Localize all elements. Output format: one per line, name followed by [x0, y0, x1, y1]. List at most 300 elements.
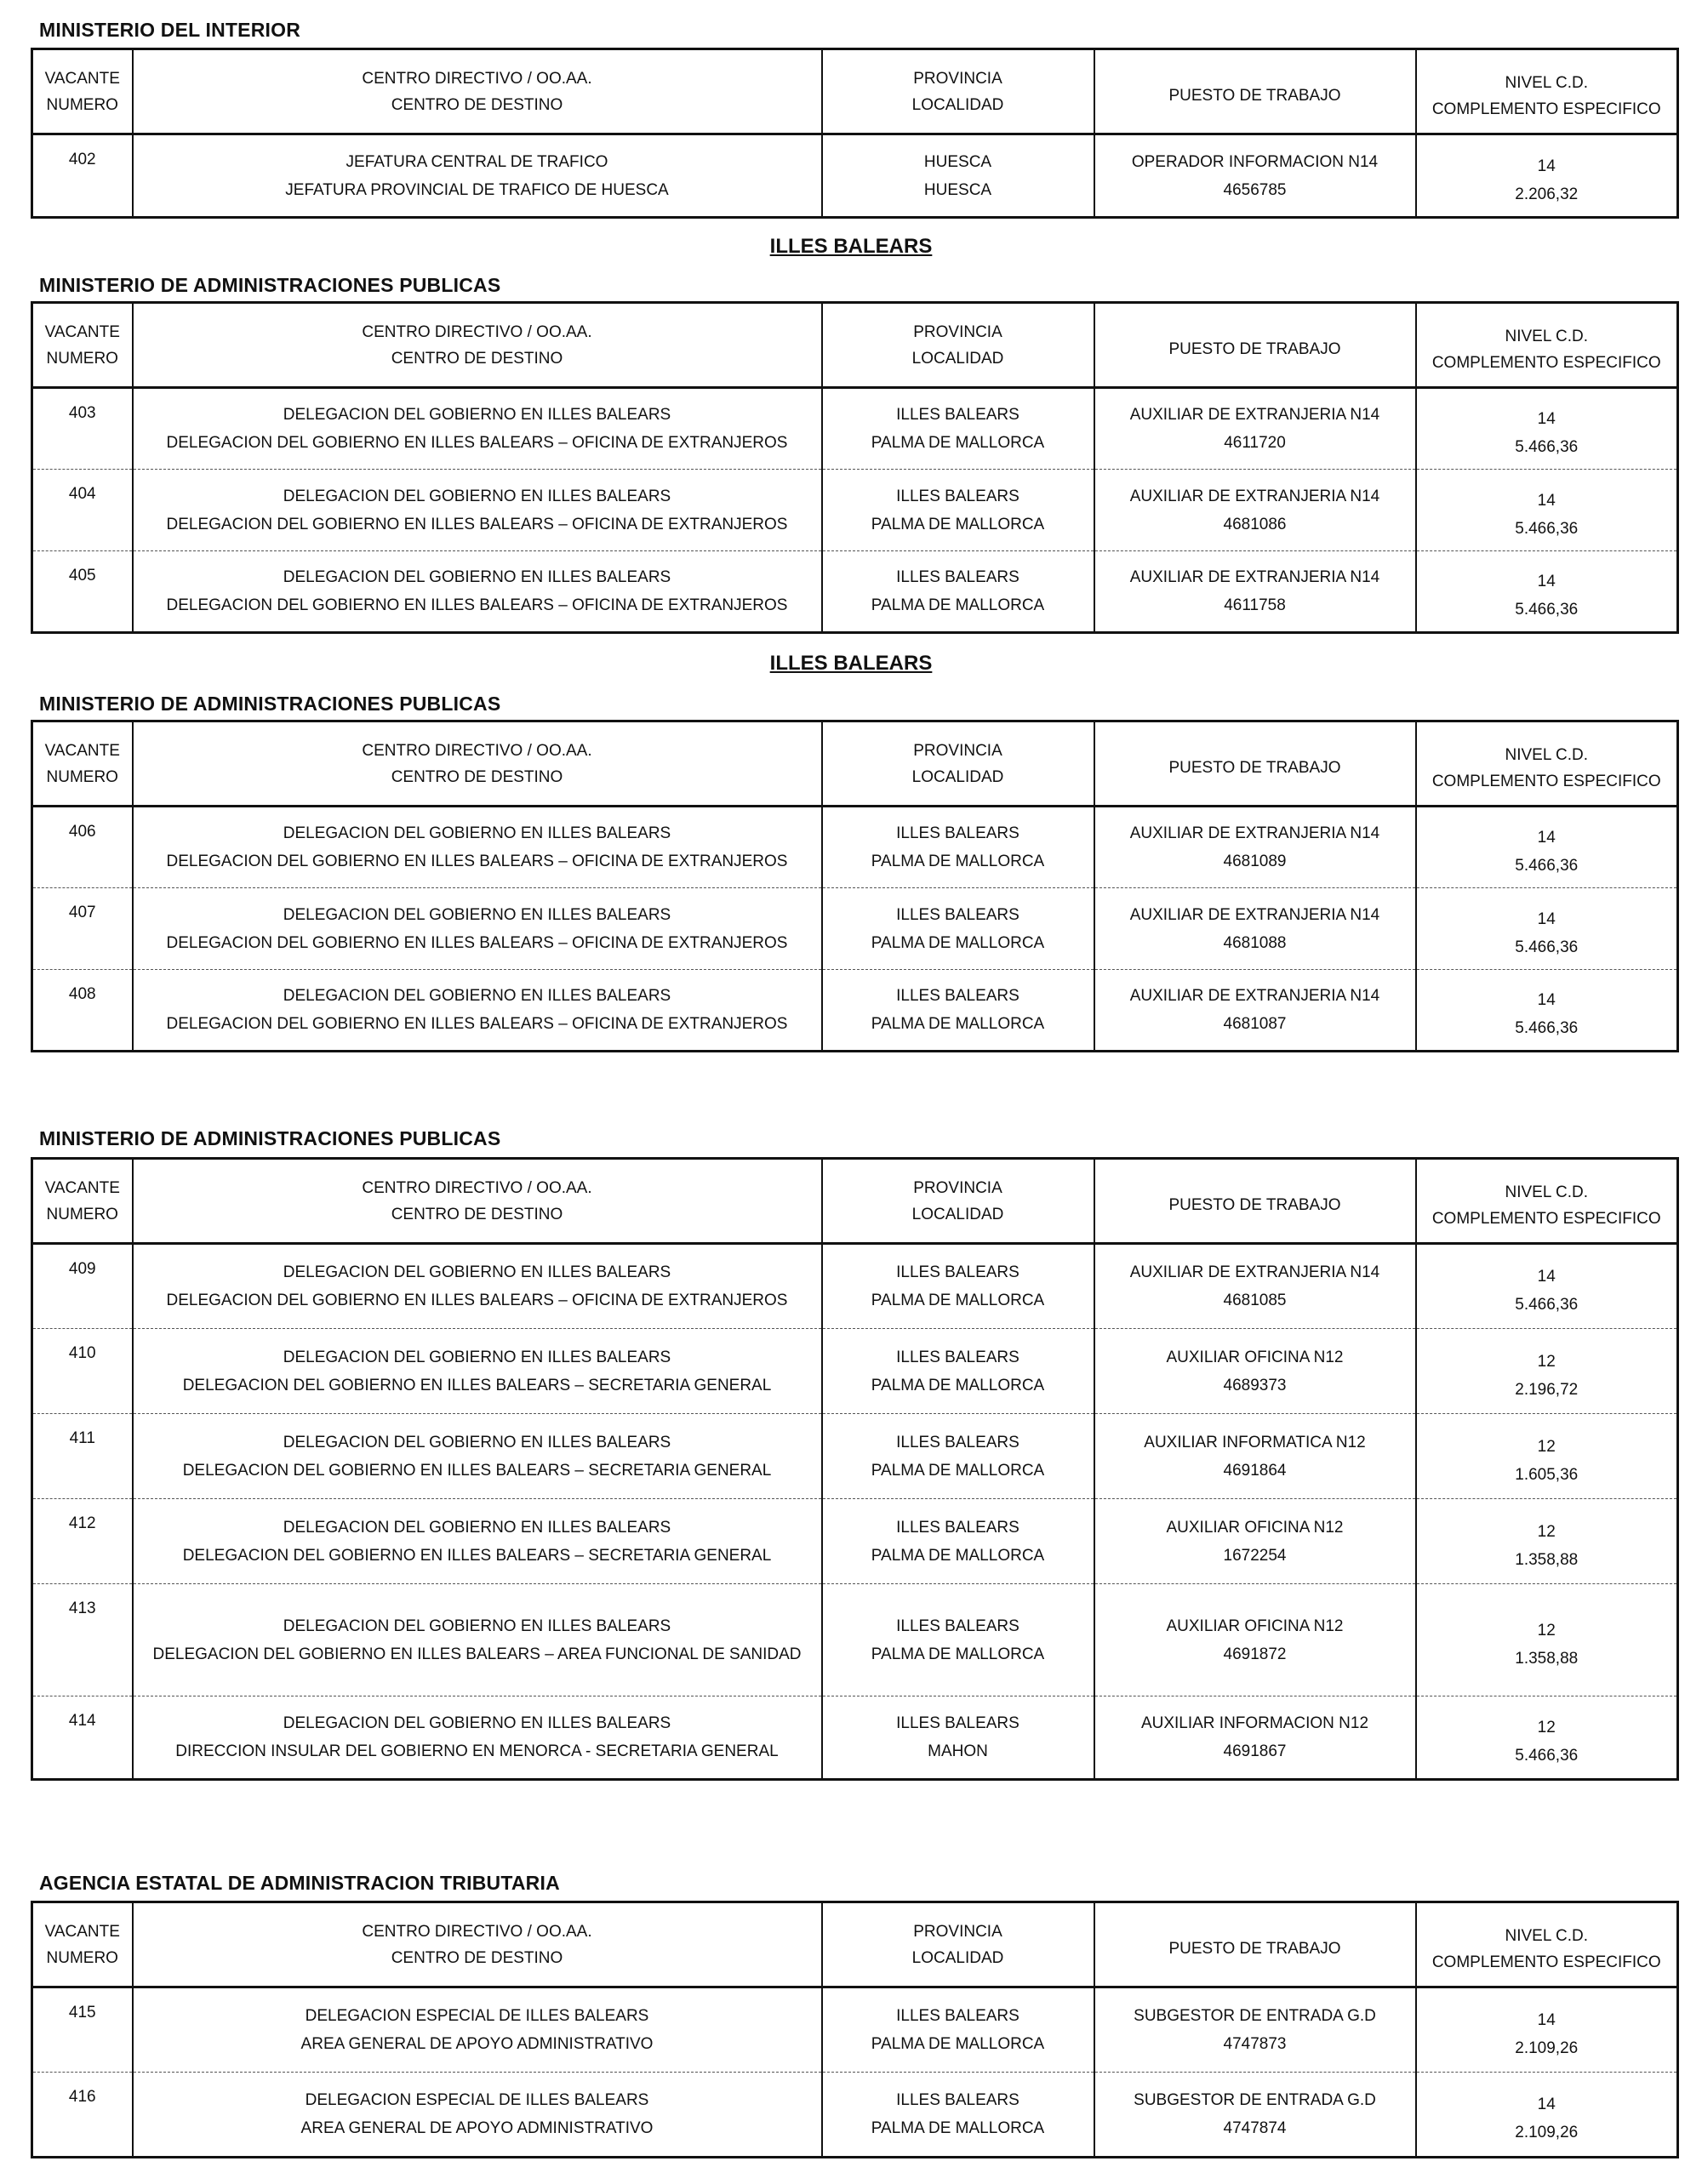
cell-puesto-text	[1095, 401, 1415, 457]
complemento-especifico: 2.109,26	[1515, 2124, 1579, 2141]
nivel-cd: 12	[1537, 1437, 1556, 1456]
cell-vacante-numero	[32, 1584, 133, 1696]
header-label: COMPLEMENTO ESPECIFICO	[1431, 353, 1661, 372]
ministry-title: MINISTERIO DEL INTERIOR	[39, 19, 301, 41]
localidad: PALMA DE MALLORCA	[871, 596, 1045, 614]
cell-nivel	[1416, 1499, 1678, 1584]
header-label: NIVEL C.D.	[1505, 1926, 1588, 1945]
nivel-cd: 14	[1537, 2011, 1556, 2029]
localidad: PALMA DE MALLORCA	[871, 1461, 1045, 1480]
cell-provincia	[822, 888, 1094, 970]
cell-nivel-text	[1417, 1617, 1677, 1673]
puesto-trabajo: SUBGESTOR DE ENTRADA G.D	[1134, 2007, 1376, 2025]
cell-nivel-text	[1417, 1348, 1677, 1404]
header-provincia	[822, 721, 1094, 807]
cell-centro-text	[134, 2002, 821, 2058]
table-row	[32, 2073, 1678, 2158]
puesto-trabajo: AUXILIAR OFICINA N12	[1166, 1348, 1344, 1366]
cell-vacante-numero	[32, 1696, 133, 1780]
header-provincia	[822, 1902, 1094, 1987]
centro-directivo: DELEGACION DEL GOBIERNO EN ILLES BALEARS	[283, 1263, 671, 1281]
cell-provincia-text	[823, 1258, 1094, 1314]
cell-nivel	[1416, 551, 1678, 633]
centro-destino: DELEGACION DEL GOBIERNO EN ILLES BALEARS – OFICINA DE EXTRANJEROS	[166, 596, 788, 614]
cell-centro-text	[134, 1258, 821, 1314]
codigo-puesto: 4611758	[1224, 596, 1286, 614]
header-vacante	[32, 49, 133, 134]
header-label: NIVEL C.D.	[1505, 745, 1588, 764]
provincia: ILLES BALEARS	[896, 1433, 1019, 1451]
cell-centro-text	[134, 982, 821, 1038]
header-label: NUMERO	[46, 767, 118, 786]
complemento-especifico: 1.358,88	[1515, 1550, 1579, 1569]
header-nivel	[1416, 49, 1678, 134]
table-row	[32, 1987, 1678, 2073]
cell-centro	[133, 1499, 822, 1584]
cell-centro-text	[134, 1343, 821, 1400]
codigo-puesto: 4691864	[1223, 1461, 1287, 1480]
cell-centro	[133, 970, 822, 1052]
cell-provincia-text	[823, 2002, 1094, 2058]
cell-provincia-text	[823, 819, 1094, 875]
header-provincia-text	[823, 319, 1094, 372]
header-puesto	[1094, 303, 1416, 388]
cell-nivel	[1416, 1987, 1678, 2073]
vacante-numero: 409	[68, 1260, 96, 1278]
provincia: ILLES BALEARS	[896, 487, 1019, 505]
header-label: COMPLEMENTO ESPECIFICO	[1431, 1953, 1661, 1971]
cell-centro	[133, 2073, 822, 2158]
codigo-puesto: 1672254	[1223, 1546, 1287, 1565]
cell-provincia	[822, 1244, 1094, 1329]
table-row	[32, 1244, 1678, 1329]
localidad: PALMA DE MALLORCA	[871, 1015, 1045, 1033]
puesto-trabajo: AUXILIAR DE EXTRANJERIA N14	[1129, 568, 1380, 586]
provincia: ILLES BALEARS	[896, 406, 1019, 424]
provincia: ILLES BALEARS	[896, 1263, 1019, 1281]
header-puesto-text	[1095, 328, 1415, 362]
localidad: PALMA DE MALLORCA	[871, 434, 1045, 452]
cell-vacante-numero	[32, 2073, 133, 2158]
complemento-especifico: 5.466,36	[1515, 438, 1579, 456]
cell-provincia-text	[823, 1709, 1094, 1765]
header-nivel	[1416, 1159, 1678, 1244]
cell-centro-text	[134, 1428, 821, 1485]
cell-centro	[133, 1244, 822, 1329]
header-centro	[133, 1902, 822, 1987]
table-header-row	[32, 49, 1678, 134]
header-provincia-text	[823, 66, 1094, 118]
puesto-trabajo: OPERADOR INFORMACION N14	[1131, 152, 1379, 171]
header-label: PUESTO DE TRABAJO	[1168, 87, 1341, 105]
header-nivel-text	[1417, 1171, 1677, 1232]
cell-puesto-text	[1095, 1612, 1415, 1668]
header-nivel-text	[1417, 315, 1677, 376]
table-row	[32, 970, 1678, 1052]
cell-nivel-text	[1417, 1518, 1677, 1574]
cell-puesto-text	[1095, 563, 1415, 619]
header-provincia	[822, 1159, 1094, 1244]
header-nivel	[1416, 1902, 1678, 1987]
cell-provincia-text	[823, 982, 1094, 1038]
complemento-especifico: 2.206,32	[1515, 185, 1579, 203]
localidad: PALMA DE MALLORCA	[871, 2119, 1045, 2137]
header-label: CENTRO DIRECTIVO / OO.AA.	[362, 322, 592, 341]
header-label: VACANTE	[44, 741, 120, 760]
localidad: PALMA DE MALLORCA	[871, 1645, 1045, 1663]
cell-provincia	[822, 470, 1094, 551]
cell-puesto-text	[1095, 1258, 1415, 1314]
cell-nivel-text	[1417, 824, 1677, 880]
nivel-cd: 12	[1537, 1352, 1556, 1371]
cell-centro-text	[134, 148, 821, 204]
nivel-cd: 12	[1537, 1621, 1556, 1639]
header-label: NIVEL C.D.	[1505, 73, 1588, 92]
cell-nivel	[1416, 1584, 1678, 1696]
codigo-puesto: 4611720	[1224, 434, 1286, 452]
cell-nivel-text	[1417, 487, 1677, 543]
codigo-puesto: 4689373	[1223, 1376, 1287, 1394]
cell-centro	[133, 551, 822, 633]
header-provincia-text	[823, 1175, 1094, 1228]
puesto-trabajo: AUXILIAR INFORMATICA N12	[1144, 1433, 1366, 1451]
cell-provincia	[822, 1987, 1094, 2073]
cell-provincia	[822, 1329, 1094, 1414]
cell-puesto-text	[1095, 1514, 1415, 1570]
localidad: HUESCA	[923, 180, 992, 199]
nivel-cd: 14	[1537, 410, 1556, 428]
header-nivel-text	[1417, 733, 1677, 795]
cell-nivel	[1416, 1244, 1678, 1329]
region-title: ILLES BALEARS	[769, 235, 933, 258]
cell-centro-text	[134, 1514, 821, 1570]
localidad: MAHON	[928, 1742, 988, 1760]
table-row	[32, 388, 1678, 470]
provincia: ILLES BALEARS	[896, 1617, 1019, 1635]
centro-directivo: DELEGACION DEL GOBIERNO EN ILLES BALEARS	[283, 824, 671, 842]
ministry-title: MINISTERIO DE ADMINISTRACIONES PUBLICAS	[39, 1127, 501, 1149]
header-label: LOCALIDAD	[911, 1205, 1004, 1223]
nivel-cd: 12	[1537, 1522, 1556, 1541]
header-provincia	[822, 303, 1094, 388]
vacante-numero: 404	[68, 485, 96, 503]
cell-vacante-numero	[32, 388, 133, 470]
cell-provincia-text	[823, 482, 1094, 539]
header-label: LOCALIDAD	[911, 767, 1004, 786]
table-header-row	[32, 721, 1678, 807]
cell-nivel	[1416, 1329, 1678, 1414]
vacante-numero: 411	[69, 1429, 95, 1447]
cell-puesto	[1094, 1696, 1416, 1780]
localidad: PALMA DE MALLORCA	[871, 1376, 1045, 1394]
cell-nivel-text	[1417, 1714, 1677, 1770]
vacante-numero: 403	[68, 404, 96, 422]
header-centro	[133, 303, 822, 388]
cell-centro	[133, 888, 822, 970]
cell-puesto-text	[1095, 148, 1415, 204]
cell-provincia	[822, 134, 1094, 218]
header-vacante	[32, 1159, 133, 1244]
nivel-cd: 14	[1537, 910, 1556, 928]
cell-centro-text	[134, 819, 821, 875]
table-row	[32, 1329, 1678, 1414]
cell-nivel	[1416, 1414, 1678, 1499]
cell-nivel	[1416, 888, 1678, 970]
puesto-trabajo: AUXILIAR DE EXTRANJERIA N14	[1129, 487, 1380, 505]
nivel-cd: 14	[1537, 829, 1556, 847]
header-label: NUMERO	[46, 349, 118, 368]
cell-puesto-text	[1095, 2086, 1415, 2142]
localidad: PALMA DE MALLORCA	[871, 2035, 1045, 2053]
header-nivel-text	[1417, 1914, 1677, 1976]
table-row	[32, 1696, 1678, 1780]
cell-puesto	[1094, 470, 1416, 551]
centro-destino: DELEGACION DEL GOBIERNO EN ILLES BALEARS – SECRETARIA GENERAL	[182, 1546, 772, 1565]
cell-provincia-text	[823, 563, 1094, 619]
provincia: ILLES BALEARS	[896, 824, 1019, 842]
cell-vacante-numero	[32, 970, 133, 1052]
puesto-trabajo: AUXILIAR DE EXTRANJERIA N14	[1129, 905, 1380, 924]
centro-directivo: DELEGACION DEL GOBIERNO EN ILLES BALEARS	[283, 1714, 671, 1732]
header-label: COMPLEMENTO ESPECIFICO	[1431, 772, 1661, 790]
header-provincia-text	[823, 738, 1094, 790]
centro-directivo: DELEGACION ESPECIAL DE ILLES BALEARS	[305, 2007, 649, 2025]
header-label: PROVINCIA	[913, 741, 1002, 760]
cell-vacante-numero	[32, 1499, 133, 1584]
vacante-numero: 415	[68, 2004, 96, 2021]
complemento-especifico: 2.196,72	[1515, 1380, 1579, 1399]
cell-nivel	[1416, 134, 1678, 218]
cell-provincia-text	[823, 1514, 1094, 1570]
header-nivel	[1416, 721, 1678, 807]
codigo-puesto: 4747873	[1223, 2035, 1287, 2053]
header-provincia	[822, 49, 1094, 134]
vacancy-table	[31, 48, 1679, 219]
header-label: PUESTO DE TRABAJO	[1168, 1940, 1341, 1958]
table-row	[32, 1499, 1678, 1584]
cell-centro	[133, 1329, 822, 1414]
cell-nivel	[1416, 470, 1678, 551]
ministry-title: AGENCIA ESTATAL DE ADMINISTRACION TRIBUTARIA	[39, 1872, 560, 1894]
cell-vacante-numero	[32, 470, 133, 551]
header-centro-text	[134, 1919, 821, 1971]
header-centro-text	[134, 738, 821, 790]
puesto-trabajo: AUXILIAR DE EXTRANJERIA N14	[1129, 406, 1380, 424]
table-row	[32, 134, 1678, 218]
header-label: LOCALIDAD	[911, 95, 1004, 114]
cell-nivel-text	[1417, 405, 1677, 461]
complemento-especifico: 2.109,26	[1515, 2039, 1579, 2057]
cell-centro-text	[134, 1709, 821, 1765]
cell-centro	[133, 1414, 822, 1499]
cell-puesto-text	[1095, 819, 1415, 875]
cell-puesto	[1094, 388, 1416, 470]
header-vacante-text	[33, 319, 132, 372]
region-title: ILLES BALEARS	[769, 652, 933, 675]
cell-centro	[133, 470, 822, 551]
cell-vacante-numero	[32, 1987, 133, 2073]
cell-puesto	[1094, 1987, 1416, 2073]
header-label: CENTRO DE DESTINO	[391, 767, 563, 786]
complemento-especifico: 5.466,36	[1515, 601, 1579, 619]
cell-vacante-numero	[32, 551, 133, 633]
provincia: ILLES BALEARS	[896, 1714, 1019, 1732]
codigo-puesto: 4681089	[1223, 853, 1287, 870]
vacancy-table	[31, 720, 1679, 1052]
localidad: PALMA DE MALLORCA	[871, 515, 1045, 533]
cell-provincia	[822, 1696, 1094, 1780]
cell-puesto	[1094, 1414, 1416, 1499]
provincia: ILLES BALEARS	[896, 1348, 1019, 1366]
cell-puesto	[1094, 888, 1416, 970]
ministry-title: MINISTERIO DE ADMINISTRACIONES PUBLICAS	[39, 274, 501, 296]
cell-provincia	[822, 1499, 1094, 1584]
header-vacante	[32, 303, 133, 388]
provincia: ILLES BALEARS	[896, 2091, 1019, 2109]
centro-directivo: DELEGACION DEL GOBIERNO EN ILLES BALEARS	[283, 1518, 671, 1537]
centro-directivo: DELEGACION DEL GOBIERNO EN ILLES BALEARS	[283, 406, 671, 424]
cell-vacante-numero	[32, 807, 133, 888]
table-header-row	[32, 303, 1678, 388]
cell-puesto-text	[1095, 1343, 1415, 1400]
centro-destino: DELEGACION DEL GOBIERNO EN ILLES BALEARS – OFICINA DE EXTRANJEROS	[166, 1015, 788, 1033]
centro-directivo: DELEGACION DEL GOBIERNO EN ILLES BALEARS	[283, 568, 671, 586]
nivel-cd: 14	[1537, 1268, 1556, 1286]
centro-directivo: DELEGACION DEL GOBIERNO EN ILLES BALEARS	[283, 1617, 671, 1635]
provincia: ILLES BALEARS	[896, 905, 1019, 924]
vacante-numero: 406	[68, 823, 96, 841]
puesto-trabajo: AUXILIAR INFORMACION N12	[1140, 1714, 1369, 1732]
vacante-numero: 416	[68, 2088, 96, 2106]
cell-centro	[133, 1584, 822, 1696]
provincia: ILLES BALEARS	[896, 568, 1019, 586]
header-label: CENTRO DIRECTIVO / OO.AA.	[362, 741, 592, 760]
localidad: PALMA DE MALLORCA	[871, 1546, 1045, 1565]
header-label: NIVEL C.D.	[1505, 1183, 1588, 1201]
cell-provincia	[822, 970, 1094, 1052]
header-nivel	[1416, 303, 1678, 388]
codigo-puesto: 4656785	[1223, 180, 1287, 199]
cell-puesto	[1094, 134, 1416, 218]
cell-provincia-text	[823, 148, 1094, 204]
centro-destino: DELEGACION DEL GOBIERNO EN ILLES BALEARS – OFICINA DE EXTRANJEROS	[166, 1292, 788, 1309]
cell-puesto-text	[1095, 1428, 1415, 1485]
table-header-row	[32, 1159, 1678, 1244]
cell-centro	[133, 1696, 822, 1780]
cell-puesto-text	[1095, 2002, 1415, 2058]
complemento-especifico: 5.466,36	[1515, 1296, 1579, 1314]
vacante-numero: 413	[68, 1600, 96, 1617]
centro-destino: DIRECCION INSULAR DEL GOBIERNO EN MENORCA - SECRETARIA GENERAL	[175, 1742, 779, 1760]
cell-vacante-numero	[32, 888, 133, 970]
cell-puesto	[1094, 1244, 1416, 1329]
cell-nivel	[1416, 807, 1678, 888]
cell-provincia-text	[823, 901, 1094, 957]
cell-provincia	[822, 1584, 1094, 1696]
centro-destino: DELEGACION DEL GOBIERNO EN ILLES BALEARS – OFICINA DE EXTRANJEROS	[166, 933, 788, 952]
cell-provincia	[822, 2073, 1094, 2158]
puesto-trabajo: AUXILIAR OFICINA N12	[1166, 1617, 1344, 1635]
cell-centro	[133, 134, 822, 218]
centro-destino: AREA GENERAL DE APOYO ADMINISTRATIVO	[300, 2035, 654, 2053]
cell-puesto-text	[1095, 1709, 1415, 1765]
codigo-puesto: 4681085	[1223, 1292, 1287, 1309]
cell-centro-text	[134, 401, 821, 457]
vacante-numero: 408	[68, 985, 96, 1003]
cell-centro	[133, 388, 822, 470]
complemento-especifico: 1.358,88	[1515, 1649, 1579, 1668]
codigo-puesto: 4691872	[1223, 1645, 1287, 1663]
header-label: PUESTO DE TRABAJO	[1168, 340, 1341, 358]
complemento-especifico: 5.466,36	[1515, 857, 1579, 875]
centro-directivo: DELEGACION DEL GOBIERNO EN ILLES BALEARS	[283, 987, 671, 1005]
localidad: PALMA DE MALLORCA	[871, 1292, 1045, 1309]
cell-centro-text	[134, 482, 821, 539]
cell-centro-text	[134, 1612, 821, 1668]
cell-provincia	[822, 807, 1094, 888]
centro-destino: DELEGACION DEL GOBIERNO EN ILLES BALEARS – SECRETARIA GENERAL	[182, 1376, 772, 1394]
centro-directivo: DELEGACION ESPECIAL DE ILLES BALEARS	[305, 2091, 649, 2109]
header-label: NUMERO	[46, 1205, 118, 1223]
cell-puesto	[1094, 1584, 1416, 1696]
complemento-especifico: 5.466,36	[1515, 1019, 1579, 1037]
centro-destino: DELEGACION DEL GOBIERNO EN ILLES BALEARS – OFICINA DE EXTRANJEROS	[166, 434, 788, 452]
vacante-numero: 414	[68, 1712, 96, 1730]
cell-nivel-text	[1417, 152, 1677, 208]
cell-nivel	[1416, 1696, 1678, 1780]
header-label: PROVINCIA	[913, 1922, 1002, 1941]
header-label: NIVEL C.D.	[1505, 327, 1588, 345]
centro-destino: DELEGACION DEL GOBIERNO EN ILLES BALEARS – OFICINA DE EXTRANJEROS	[166, 853, 788, 870]
header-vacante-text	[33, 1175, 132, 1228]
cell-centro-text	[134, 563, 821, 619]
table-row	[32, 551, 1678, 633]
nivel-cd: 14	[1537, 2096, 1556, 2113]
header-centro-text	[134, 319, 821, 372]
header-label: CENTRO DIRECTIVO / OO.AA.	[362, 1922, 592, 1941]
table-row	[32, 470, 1678, 551]
cell-centro	[133, 807, 822, 888]
puesto-trabajo: AUXILIAR OFICINA N12	[1166, 1518, 1344, 1537]
header-label: PUESTO DE TRABAJO	[1168, 1196, 1341, 1214]
cell-nivel-text	[1417, 1263, 1677, 1319]
cell-puesto	[1094, 551, 1416, 633]
centro-directivo: DELEGACION DEL GOBIERNO EN ILLES BALEARS	[283, 905, 671, 924]
cell-puesto	[1094, 807, 1416, 888]
centro-directivo: DELEGACION DEL GOBIERNO EN ILLES BALEARS	[283, 1348, 671, 1366]
cell-nivel	[1416, 970, 1678, 1052]
cell-provincia	[822, 1414, 1094, 1499]
nivel-cd: 14	[1537, 491, 1556, 510]
table-row	[32, 807, 1678, 888]
complemento-especifico: 5.466,36	[1515, 519, 1579, 538]
header-puesto	[1094, 1902, 1416, 1987]
header-centro-text	[134, 66, 821, 118]
puesto-trabajo: AUXILIAR DE EXTRANJERIA N14	[1129, 987, 1380, 1005]
cell-puesto	[1094, 1329, 1416, 1414]
header-centro	[133, 721, 822, 807]
centro-directivo: JEFATURA CENTRAL DE TRAFICO	[346, 152, 608, 171]
cell-vacante-numero	[32, 1414, 133, 1499]
provincia: ILLES BALEARS	[896, 2007, 1019, 2025]
cell-centro	[133, 1987, 822, 2073]
centro-directivo: DELEGACION DEL GOBIERNO EN ILLES BALEARS	[283, 487, 671, 505]
nivel-cd: 12	[1537, 1719, 1556, 1736]
cell-puesto	[1094, 1499, 1416, 1584]
cell-nivel-text	[1417, 567, 1677, 624]
centro-destino: DELEGACION DEL GOBIERNO EN ILLES BALEARS – AREA FUNCIONAL DE SANIDAD	[152, 1645, 802, 1663]
vacancy-table	[31, 1901, 1679, 2158]
